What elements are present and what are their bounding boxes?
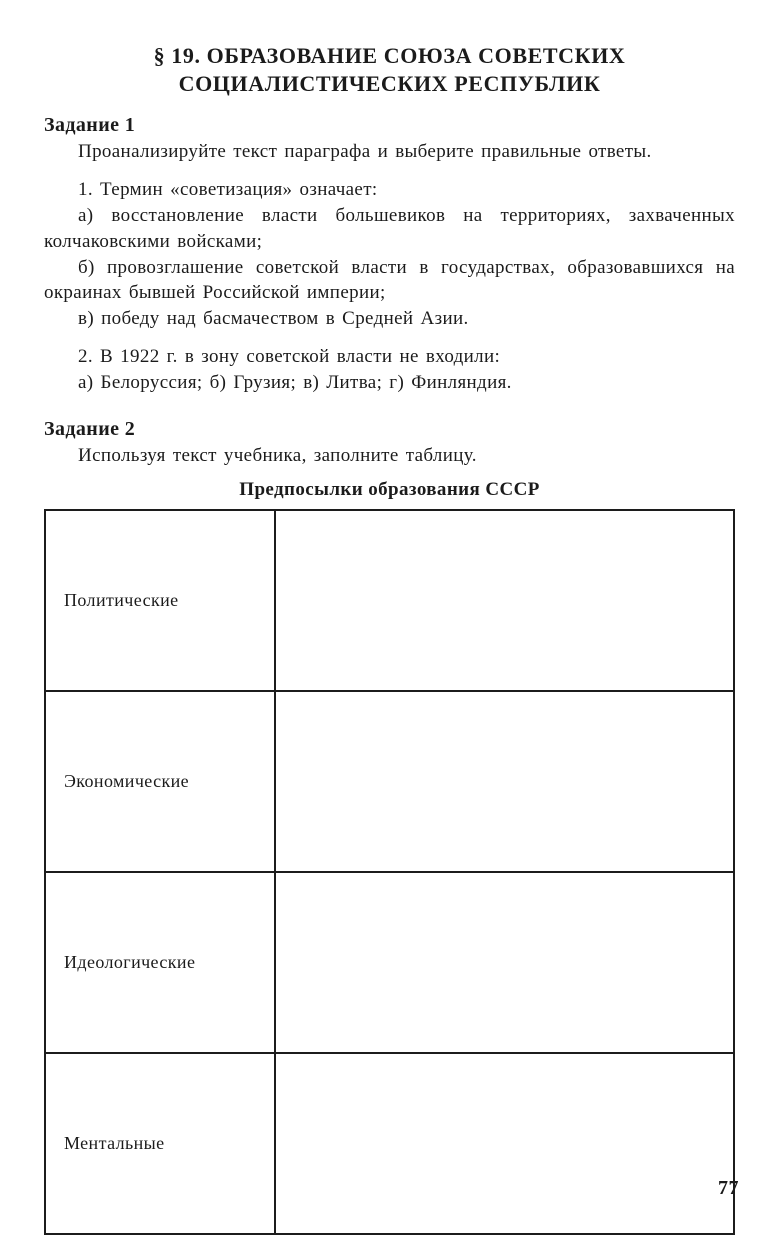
question1-option-b: б) провозглашение советской власти в государствах, образовавшихся на окраинах бывшей Российской империи;: [44, 256, 735, 304]
prerequisites-table: [44, 509, 735, 1235]
question2-stem: 2. В 1922 г. в зону советской власти не входили:: [78, 346, 501, 368]
question1-option-a: а) восстановление власти большевиков на территориях, захваченных колчаковскими войсками;: [44, 204, 735, 252]
page-title-line-2: СОЦИАЛИСТИЧЕСКИХ РЕСПУБЛИК: [178, 71, 601, 97]
task2-intro: Используя текст учебника, заполните таблицу.: [78, 444, 477, 466]
row-label-mentalnye: Ментальные: [45, 1053, 275, 1234]
row-label-ideologicheskie: Идеологические: [45, 872, 275, 1053]
table-row: [45, 510, 734, 691]
row-value-cell-politicheskie: [275, 510, 734, 691]
table-row: [45, 691, 734, 872]
row-label-politicheskie: Политические: [45, 510, 275, 691]
row-value-cell-ekonomicheskie: [275, 691, 734, 872]
row-label-ekonomicheskie: Экономические: [45, 691, 275, 872]
question2-options: а) Белоруссия; б) Грузия; в) Литва; г) Финляндия.: [78, 371, 512, 393]
page-title-line-1: § 19. ОБРАЗОВАНИЕ СОЮЗА СОВЕТСКИХ: [153, 43, 626, 68]
page-number: 77: [718, 1177, 739, 1199]
question1-option-v: в) победу над басмачеством в Средней Азии.: [78, 308, 469, 330]
question1-stem: 1. Термин «советизация» означает:: [78, 179, 378, 201]
task1-intro: Проанализируйте текст параграфа и выберите правильные ответы.: [78, 141, 652, 163]
row-value-cell-ideologicheskie: [275, 872, 734, 1053]
task1-heading: Задание 1: [44, 114, 136, 137]
row-value-cell-mentalnye: [275, 1053, 734, 1234]
table-row: [45, 872, 734, 1053]
table-row: [45, 1053, 734, 1234]
table-title: Предпосылки образования СССР: [239, 478, 540, 500]
page-title: [44, 42, 735, 98]
task2-heading: Задание 2: [44, 417, 136, 440]
